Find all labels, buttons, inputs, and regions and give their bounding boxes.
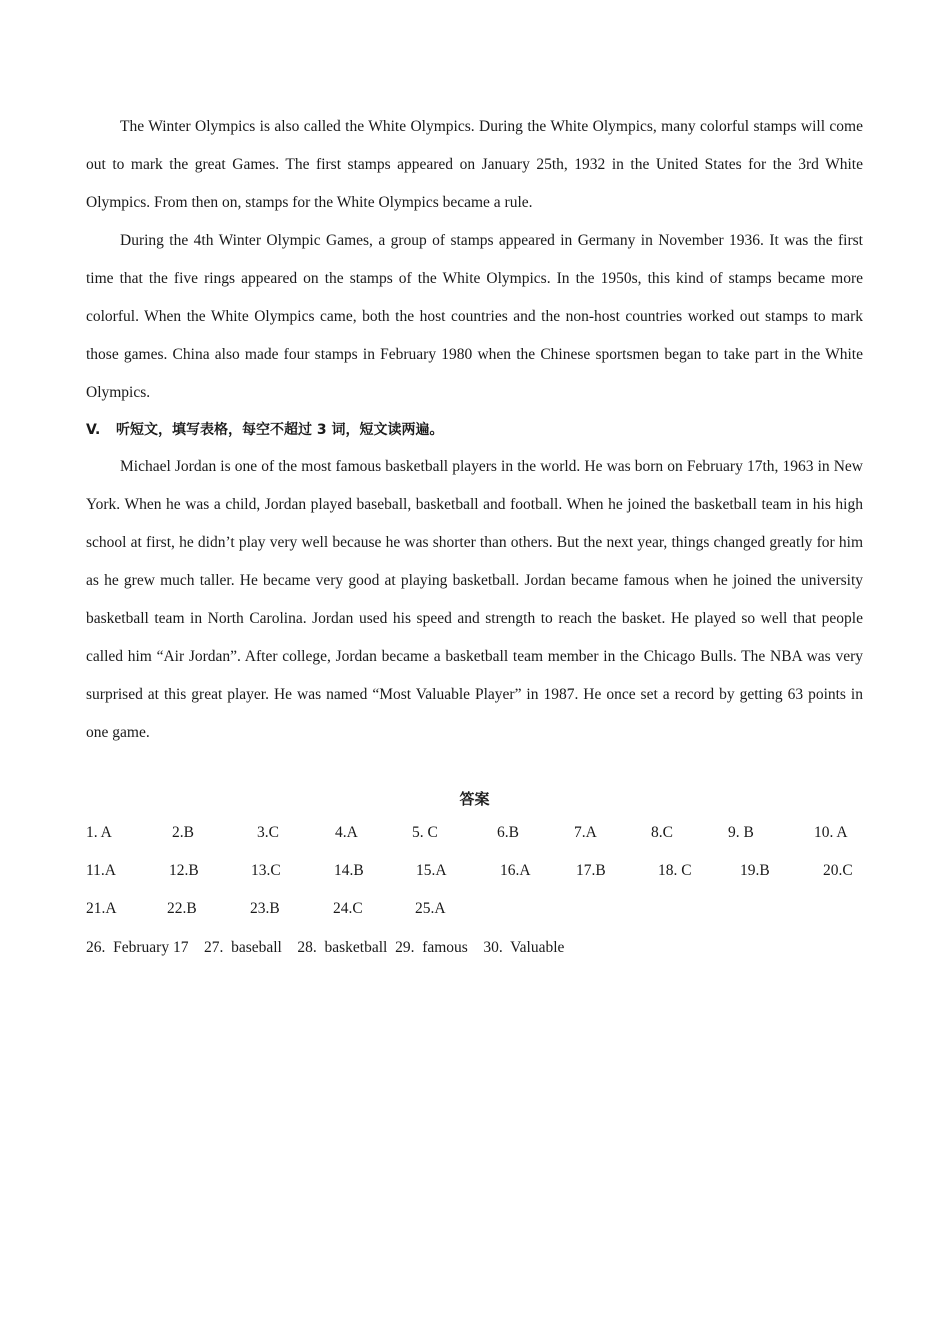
answer-item: 6.B [497,824,519,841]
answer-item: 25.A [415,900,446,917]
answer-item: 15.A [416,862,447,879]
answer-item: 14.B [334,862,364,879]
section-heading [86,412,863,448]
answer-item: 13.C [251,862,281,879]
section-number: V. [86,422,101,438]
answers-title: 答案 [459,790,490,808]
olympics-paragraph-2: During the 4th Winter Olympic Games, a group of stamps appeared in Germany in November 1936. It was the first time that the five rings appeared on the stamps of the White Olympics. In the 1950s, this kind of stamps became more colorful. When the White Olympics came, both the host countries and the non-host countries worked out stamps to mark those games. China also made four stamps in February 1980 when the Chinese sportsmen began to take part in the White Olympics. [86,232,863,401]
answer-item: 17.B [576,862,606,879]
answer-item: 8.C [651,824,673,841]
fill-in-answers: 26. February 17 27. baseball 28. basketball 29. famous 30. Valuable [86,939,565,956]
answer-item: 12.B [169,862,199,879]
answer-item: 11.A [86,862,116,879]
answer-item: 2.B [172,824,194,841]
answer-item: 7.A [574,824,597,841]
answer-row-2 [86,854,863,892]
answer-item: 22.B [167,900,197,917]
document-page [86,108,863,956]
answer-item: 19.B [740,862,770,879]
answer-item: 18. C [658,862,692,879]
olympics-paragraph-1: The Winter Olympics is also called the White Olympics. During the White Olympics, many colorful stamps will come out to mark the great Games. The first stamps appeared on January 25th, 1932 in the United States for the 3rd White Olympics. From then on, stamps for the White Olympics became a rule. [86,118,863,211]
answer-key [86,816,863,966]
answer-item: 1. A [86,824,112,841]
answer-item: 3.C [257,824,279,841]
section-instruction: 听短文，填写表格，每空不超过 3 词，短文读两遍。 [116,422,444,438]
answer-item: 10. A [814,824,848,841]
answer-item: 20.C [823,862,853,879]
jordan-paragraph: Michael Jordan is one of the most famous basketball players in the world. He was born on February 17th, 1963 in New York. When he was a child, Jordan played baseball, basketball and football. When he joined the basketball team in his high school at first, he didn’t play very well because he was shorter than others. But the next year, things changed greatly for him as he grew much taller. He became very good at playing basketball. Jordan became famous when he joined the university basketball team in North Carolina. Jordan used his speed and strength to reach the basket. He played so well that people called him “Air Jordan”. After college, Jordan became a basketball team member in the Chicago Bulls. The NBA was very surprised at this great player. He was named “Most Valuable Player” in 1987. He once set a record by getting 63 points in one game. [86,458,863,741]
answer-item: 5. C [412,824,438,841]
answer-item: 24.C [333,900,363,917]
answer-item: 21.A [86,900,117,917]
answer-row-3 [86,892,863,930]
answer-item: 23.B [250,900,280,917]
answer-row-1 [86,816,863,854]
answer-item: 4.A [335,824,358,841]
answer-item: 16.A [500,862,531,879]
answer-item: 9. B [728,824,754,841]
